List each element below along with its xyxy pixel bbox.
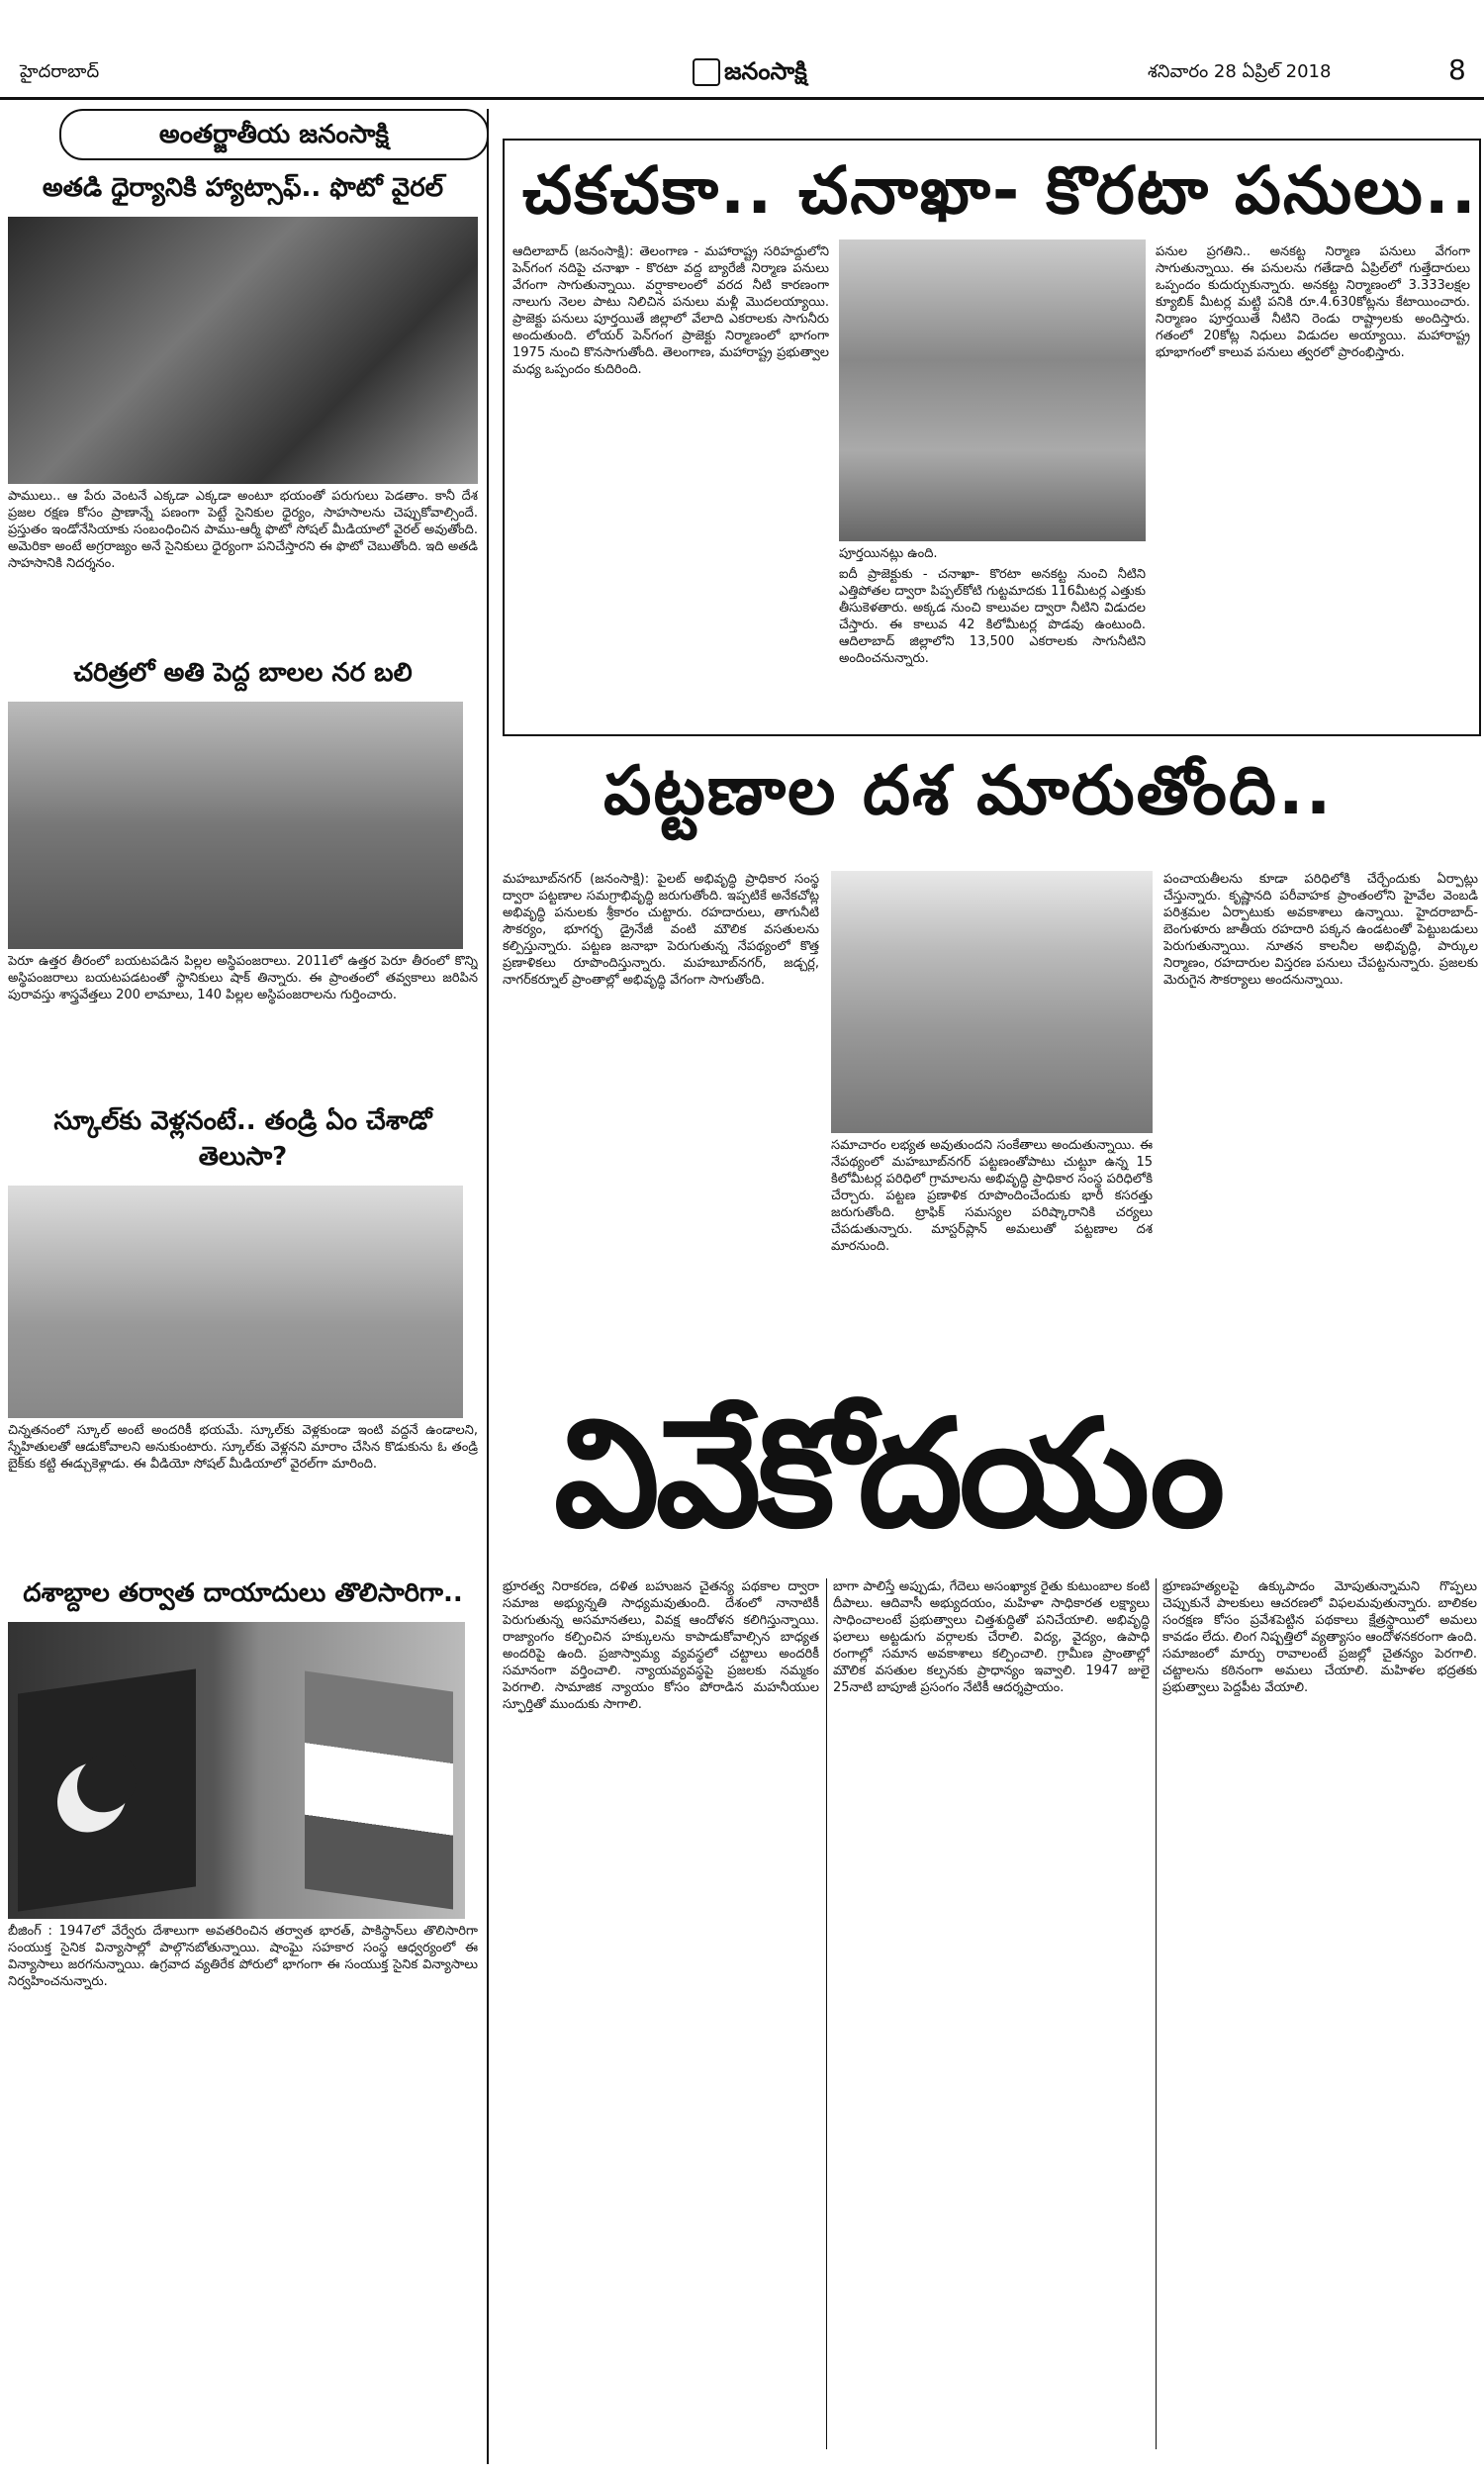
bike-child-photo <box>8 1186 463 1418</box>
story1-headline: అతడి ధైర్యానికి హ్యాట్సాఫ్‌.. ఫొటో వైరల్‌ <box>42 173 444 203</box>
header-date: శనివారం 28 ఏప్రిల్ 2018 <box>1148 61 1332 82</box>
main-story-box <box>503 139 1481 736</box>
masthead <box>693 57 807 91</box>
editorial-divider-1 <box>826 1578 827 2449</box>
editorial-col1: భ్రూరత్వ నిరాకరణ, దళిత బహుజన చైతన్య పథకాల ద్వారా సమాజ అభ్యున్నతి సాధ్యమవుతుంది. దేశంలో నానాటికీ పెరుగుతున్న అసమానతలు, వివక్ష ఆందోళన కలిగిస్తున్నాయి. రాజ్యాంగం కల్పించిన హక్కులను కాపాడుకోవాల్సిన బాధ్యత అందరిపై ఉంది. ప్రజాస్వామ్య వ్యవస్థలో చట్టాలు అందరికీ సమానంగా వర్తించాలి. న్యాయవ్యవస్థపై ప్రజలకు నమ్మకం పెరగాలి. సామాజిక న్యాయం కోసం పోరాడిన మహనీయుల స్ఫూర్తితో ముందుకు సాగాలి. <box>503 1579 819 1712</box>
header-city: హైదరాబాద్ <box>20 61 100 82</box>
story1-body: పాములు.. ఆ పేరు వెంటనే ఎక్కడా ఎక్కడా అంటూ భయంతో పరుగులు పెడతాం. కానీ దేశ ప్రజల రక్షణ కోసం ప్రాణాన్నే పణంగా పెట్టే సైనికుల ధైర్యం, సాహసాలను చెప్పుకోవాల్సిందే. ప్రస్తుతం ఇండోనేసియాకు సంబంధించిన పాము-ఆర్మీ ఫొటో సోషల్‌ మీడియాలో వైరల్‌ అవుతోంది. అమెరికా అంటే అగ్రరాజ్యం అనే సైనికులు ధైర్యంగా పనిచేస్తారని ఈ ఫొటో చెబుతోంది. ఇది అతడి సాహసానికి నిదర్శనం. <box>8 489 478 571</box>
editorial-divider-2 <box>1156 1578 1157 2449</box>
snake-soldier-photo <box>8 217 478 484</box>
main1-photo-caption: పూర్తయినట్లు ఉంది. <box>839 546 938 561</box>
logo-icon <box>693 58 720 86</box>
story3-body: చిన్నతనంలో స్కూల్‌ అంటే అందరికీ భయమే. స్కూల్‌కు వెళ్లకుండా ఇంటి వద్దనే ఉండాలని, స్నేహితులతో ఆడుకోవాలని అనుకుంటారు. స్కూల్‌కు వెళ్లనని మారాం చేసిన కొడుకును ఓ తండ్రి బైక్‌కు కట్టి ఈడ్చుకెళ్లాడు. ఈ వీడియో సోషల్‌ మీడియాలో వైరల్‌గా మారింది. <box>8 1423 478 1472</box>
main2-col2 <box>831 871 1153 1388</box>
header-divider <box>0 97 1484 100</box>
main1-col2-text: ఐదీ ప్రాజెక్టుకు - చనాఖా- కొరటా అనకట్ట నుంచి నీటిని ఎత్తిపోతల ద్వారా పిప్పల్‌కోటి గుట్టమాదకు 116మీటర్ల ఎత్తుకు తీసుకెళతారు. అక్కడ నుంచి కాలువల ద్వారా నీటిని విడుదల చేస్తారు. ఈ కాలువ 42 కిలోమీటర్ల పొడవు ఉంటుంది. ఆదిలాబాద్‌ జిల్లాలోని 13,500 ఎకరాలకు సాగునీటిని అందించనున్నారు. <box>839 567 1146 666</box>
editorial-col2: బాగా పాలిస్తే అప్పుడు, గేదెలు అసంఖ్యాక రైతు కుటుంబాల కంటి దీపాలు. ఆదివాసీ అభ్యుదయం, మహిళా సాధికారత లక్ష్యాలు సాధించాలంటే ప్రభుత్వాలు చిత్తశుద్ధితో పనిచేయాలి. అభివృద్ధి ఫలాలు అట్టడుగు వర్గాలకు చేరాలి. విద్య, వైద్యం, ఉపాధి రంగాల్లో సమాన అవకాశాలు కల్పించాలి. గ్రామీణ ప్రాంతాల్లో మౌలిక వసతుల కల్పనకు ప్రాధాన్యం ఇవ్వాలి. 1947 జులై 25నాటి బాపూజీ ప్రసంగం నేటికీ ఆదర్శప్రాయం. <box>833 1579 1150 1695</box>
main1-headline: చకచకా.. చనాఖా- కొరటా పనులు.. <box>522 152 1478 229</box>
main2-col1: మహబూబ్‌నగర్‌ (జనంసాక్షి): పైలట్‌ అభివృద్ధి ప్రాధికార సంస్థ ద్వారా పట్టణాల సమగ్రాభివృద్ధి జరుగుతోంది. ఇప్పటికే అనేకచోట్ల అభివృద్ధి పనులకు శ్రీకారం చుట్టారు. రహదారులు, తాగునీటి సౌకర్యం, భూగర్భ డ్రైనేజీ వంటి మౌలిక వసతులను కల్పిస్తున్నారు. పట్టణ జనాభా పెరుగుతున్న నేపథ్యంలో కొత్త ప్రణాళికలు రూపొందిస్తున్నారు. మహబూబ్‌నగర్‌, జడ్చర్ల, నాగర్‌కర్నూల్‌ ప్రాంతాల్లో అభివృద్ధి వేగంగా సాగుతోంది. <box>503 872 819 988</box>
section-banner: అంతర్జాతీయ జనంసాక్షి <box>59 109 489 160</box>
india-flag <box>305 1670 453 1909</box>
story3-headline: స్కూల్‌కు వెళ్లనంటే.. తండ్రి ఏం చేశాడో తెలుసా? <box>53 1106 432 1172</box>
page-number: 8 <box>1448 53 1466 86</box>
construction-photo <box>839 239 1146 541</box>
main2-headline: పట్టణాల దశ మారుతోంది.. <box>603 752 1334 830</box>
main1-col1: ఆదిలాబాద్‌ (జనంసాక్షి): తెలంగాణ - మహారాష్ట్ర సరిహద్దులోని పెన్‌గంగ నదిపై చనాఖా - కొరటా వద్ద బ్యారేజీ నిర్మాణ పనులు వేగంగా సాగుతున్నాయి. వర్షాకాలంలో వరద నీటి కారణంగా నాలుగు నెలల పాటు నిలిచిన పనులు మళ్లీ మొదలయ్యాయి. ప్రాజెక్టు పనులు పూర్తయితే జిల్లాలో వేలాది ఎకరాలకు సాగునీరు అందుతుంది. లోయర్‌ పెన్‌గంగ ప్రాజెక్టు నిర్మాణంలో భాగంగా 1975 నుంచి కొనసాగుతోంది. తెలంగాణ, మహారాష్ట్ర ప్రభుత్వాల మధ్య ఒప్పందం కుదిరింది. <box>512 244 829 377</box>
skeletons-photo <box>8 702 463 949</box>
main1-col2 <box>839 239 1146 718</box>
editorial-headline: వివేకోదయం <box>554 1388 1222 1561</box>
story2-headline: చరిత్రలో అతి పెద్ద బాలల నర బలి <box>73 658 413 688</box>
flags-photo <box>8 1622 465 1919</box>
story2-body: పెరూ ఉత్తర తీరంలో బయటపడిన పిల్లల అస్థిపంజరాలు. 2011లో ఉత్తర పెరూ తీరంలో కొన్ని అస్థిపంజరాలు బయటపడటంతో స్థానికులు షాక్‌ తిన్నారు. ఈ ప్రాంతంలో తవ్వకాలు జరిపిన పురావస్తు శాస్త్రవేత్తలు 200 లామాలు, 140 పిల్లల అస్థిపంజరాలను గుర్తించారు. <box>8 954 478 1002</box>
pakistan-flag <box>18 1668 196 1911</box>
column-divider <box>487 109 489 2464</box>
editorial-col3: భ్రూణహత్యలపై ఉక్కుపాదం మోపుతున్నామని గొప్పలు చెప్పుకునే పాలకులు ఆచరణలో విఫలమవుతున్నారు. బాలికల సంరక్షణ కోసం ప్రవేశపెట్టిన పథకాలు క్షేత్రస్థాయిలో అమలు కావడం లేదు. లింగ నిష్పత్తిలో వ్యత్యాసం ఆందోళనకరంగా ఉంది. సమాజంలో మార్పు రావాలంటే ప్రజల్లో చైతన్యం పెరగాలి. చట్టాలను కఠినంగా అమలు చేయాలి. మహిళల భద్రతకు ప్రభుత్వాలు పెద్దపీట వేయాలి. <box>1162 1579 1477 1695</box>
story4-headline: దశాబ్దాల తర్వాత దాయాదులు తొలిసారిగా.. <box>23 1578 463 1608</box>
main2-col2-text: సమాచారం లభ్యత అవుతుందని సంకేతాలు అందుతున్నాయి. ఈ నేపథ్యంలో మహబూబ్‌నగర్‌ పట్టణంతోపాటు చుట్టూ ఉన్న 15 కిలోమీటర్ల పరిధిలో గ్రామాలను అభివృద్ధి ప్రాధికార సంస్థ పరిధిలోకి చేర్చారు. పట్టణ ప్రణాళిక రూపొందించేందుకు భారీ కసరత్తు జరుగుతోంది. ట్రాఫిక్‌ సమస్యల పరిష్కారానికి చర్యలు చేపడుతున్నారు. మాస్టర్‌ప్లాన్‌ అమలుతో పట్టణాల దశ మారనుంది. <box>831 1138 1153 1254</box>
left-column <box>8 173 478 2090</box>
paper-name: జనంసాక్షి <box>724 57 807 85</box>
main1-col3: పనుల ప్రగతిని.. అనకట్ట నిర్మాణ పనులు వేగంగా సాగుతున్నాయి. ఈ పనులను గతేడాది ఏప్రిల్‌లో గుత్తేదారులు ఒప్పందం కుదుర్చుకున్నారు. అనకట్ట నిర్మాణంలో 3.333లక్షల క్యూబిక్‌ మీటర్ల మట్టి పనికి రూ.4.630కోట్లను కేటాయించారు. నిర్మాణం పూర్తయితే నీటిని రెండు రాష్ట్రాలకు అందిస్తారు. గతంలో 20కోట్ల నిధులు విడుదల అయ్యాయి. మహారాష్ట్ర భూభాగంలో కాలువ పనులు త్వరలో ప్రారంభిస్తారు. <box>1156 244 1470 360</box>
story4-body: బీజింగ్‌ : 1947లో వేర్వేరు దేశాలుగా అవతరించిన తర్వాత భారత్‌, పాకిస్థాన్‌లు తొలిసారిగా సంయుక్త సైనిక విన్యాసాల్లో పాల్గొనబోతున్నాయి. షాంఘై సహకార సంస్థ ఆధ్వర్యంలో ఈ విన్యాసాలు జరగనున్నాయి. ఉగ్రవాద వ్యతిరేక పోరులో భాగంగా ఈ సంయుక్త సైనిక విన్యాసాలు నిర్వహించనున్నారు. <box>8 1924 478 1989</box>
main2-col3: పంచాయతీలను కూడా పరిధిలోకి చేర్చేందుకు ఏర్పాట్లు చేస్తున్నారు. కృష్ణానది పరీవాహక ప్రాంతంలోని హైవేల వెంబడి పరిశ్రమల ఏర్పాటుకు అవకాశాలు ఉన్నాయి. హైదరాబాద్‌-బెంగుళూరు జాతీయ రహదారి పక్కన ఉండటంతో పెట్టుబడులు పెరుగుతున్నాయి. నూతన కాలనీల అభివృద్ధి, పార్కుల నిర్మాణం, రహదారుల విస్తరణ పనులు చేపట్టనున్నారు. ప్రజలకు మెరుగైన సౌకర్యాలు అందనున్నాయి. <box>1163 872 1478 988</box>
town-photo <box>831 871 1153 1133</box>
